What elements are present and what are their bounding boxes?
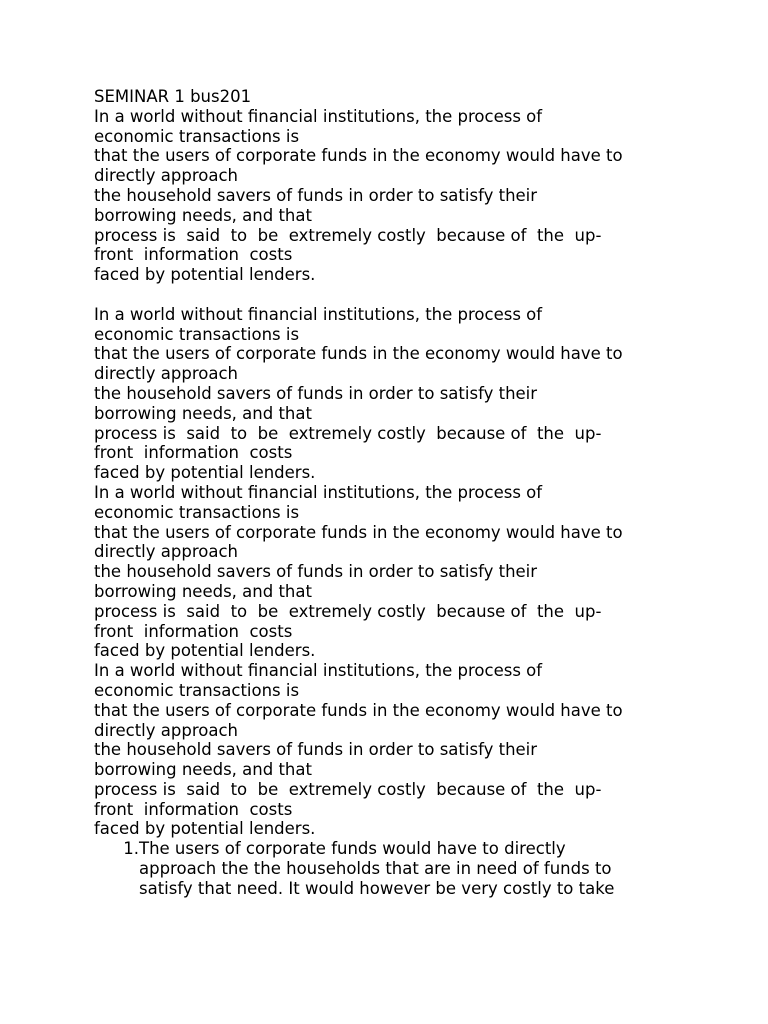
paragraph-line: In a world without financial institutions, the process of	[94, 304, 543, 324]
paragraph-line: the household savers of funds in order to satisfy their	[94, 740, 538, 760]
document-body	[94, 87, 734, 899]
paragraph-line: economic transactions is	[94, 126, 300, 146]
paragraph-line: faced by potential lenders.	[94, 265, 316, 285]
paragraph-line: borrowing needs, and that	[94, 581, 312, 601]
paragraph-line: front information costs	[94, 245, 293, 265]
numbered-list	[94, 839, 734, 898]
list-item	[94, 839, 734, 898]
list-item-line: satisfy that need. It would however be very costly to take	[139, 878, 615, 898]
list-item-line: approach the the households that are in need of funds to	[139, 859, 612, 879]
paragraph-line: In a world without financial institutions, the process of	[94, 482, 543, 502]
paragraph-4	[94, 661, 734, 839]
paragraph-line: borrowing needs, and that	[94, 403, 312, 423]
paragraph-line: directly approach	[94, 542, 238, 562]
paragraph-1	[94, 107, 734, 285]
paragraph-line: the household savers of funds in order to satisfy their	[94, 562, 538, 582]
paragraph-line: that the users of corporate funds in the economy would have to	[94, 522, 623, 542]
paragraph-line: that the users of corporate funds in the economy would have to	[94, 344, 623, 364]
document-title: SEMINAR 1 bus201	[94, 87, 252, 106]
paragraph-line: economic transactions is	[94, 324, 300, 344]
paragraph-line: directly approach	[94, 720, 238, 740]
paragraph-line: directly approach	[94, 166, 238, 186]
paragraph-line: that the users of corporate funds in the economy would have to	[94, 146, 623, 166]
paragraph-line: process is said to be extremely costly because of the up-	[94, 779, 602, 799]
paragraph-line: borrowing needs, and that	[94, 760, 312, 780]
paragraph-line: process is said to be extremely costly because of the up-	[94, 601, 602, 621]
paragraph-line: front information costs	[94, 443, 293, 463]
blank-line	[94, 285, 734, 305]
paragraph-line: economic transactions is	[94, 502, 300, 522]
list-item-text	[139, 839, 734, 898]
paragraph-line: economic transactions is	[94, 680, 300, 700]
paragraph-line: the household savers of funds in order to satisfy their	[94, 383, 538, 403]
paragraph-line: front information costs	[94, 799, 293, 819]
paragraph-line: borrowing needs, and that	[94, 205, 312, 225]
paragraph-line: faced by potential lenders.	[94, 641, 316, 661]
paragraph-line: front information costs	[94, 621, 293, 641]
paragraph-line: faced by potential lenders.	[94, 819, 316, 839]
paragraph-3	[94, 483, 734, 661]
paragraph-line: process is said to be extremely costly because of the up-	[94, 423, 602, 443]
paragraph-line: the household savers of funds in order to satisfy their	[94, 185, 538, 205]
paragraph-line: In a world without financial institutions, the process of	[94, 661, 543, 681]
paragraph-2	[94, 305, 734, 483]
list-item-number: 1.	[123, 839, 139, 859]
paragraph-line: process is said to be extremely costly because of the up-	[94, 225, 602, 245]
list-item-line: The users of corporate funds would have to directly	[139, 839, 566, 859]
paragraph-line: faced by potential lenders.	[94, 463, 316, 483]
paragraph-line: In a world without financial institutions, the process of	[94, 106, 543, 126]
paragraph-line: directly approach	[94, 364, 238, 384]
paragraph-line: that the users of corporate funds in the economy would have to	[94, 700, 623, 720]
